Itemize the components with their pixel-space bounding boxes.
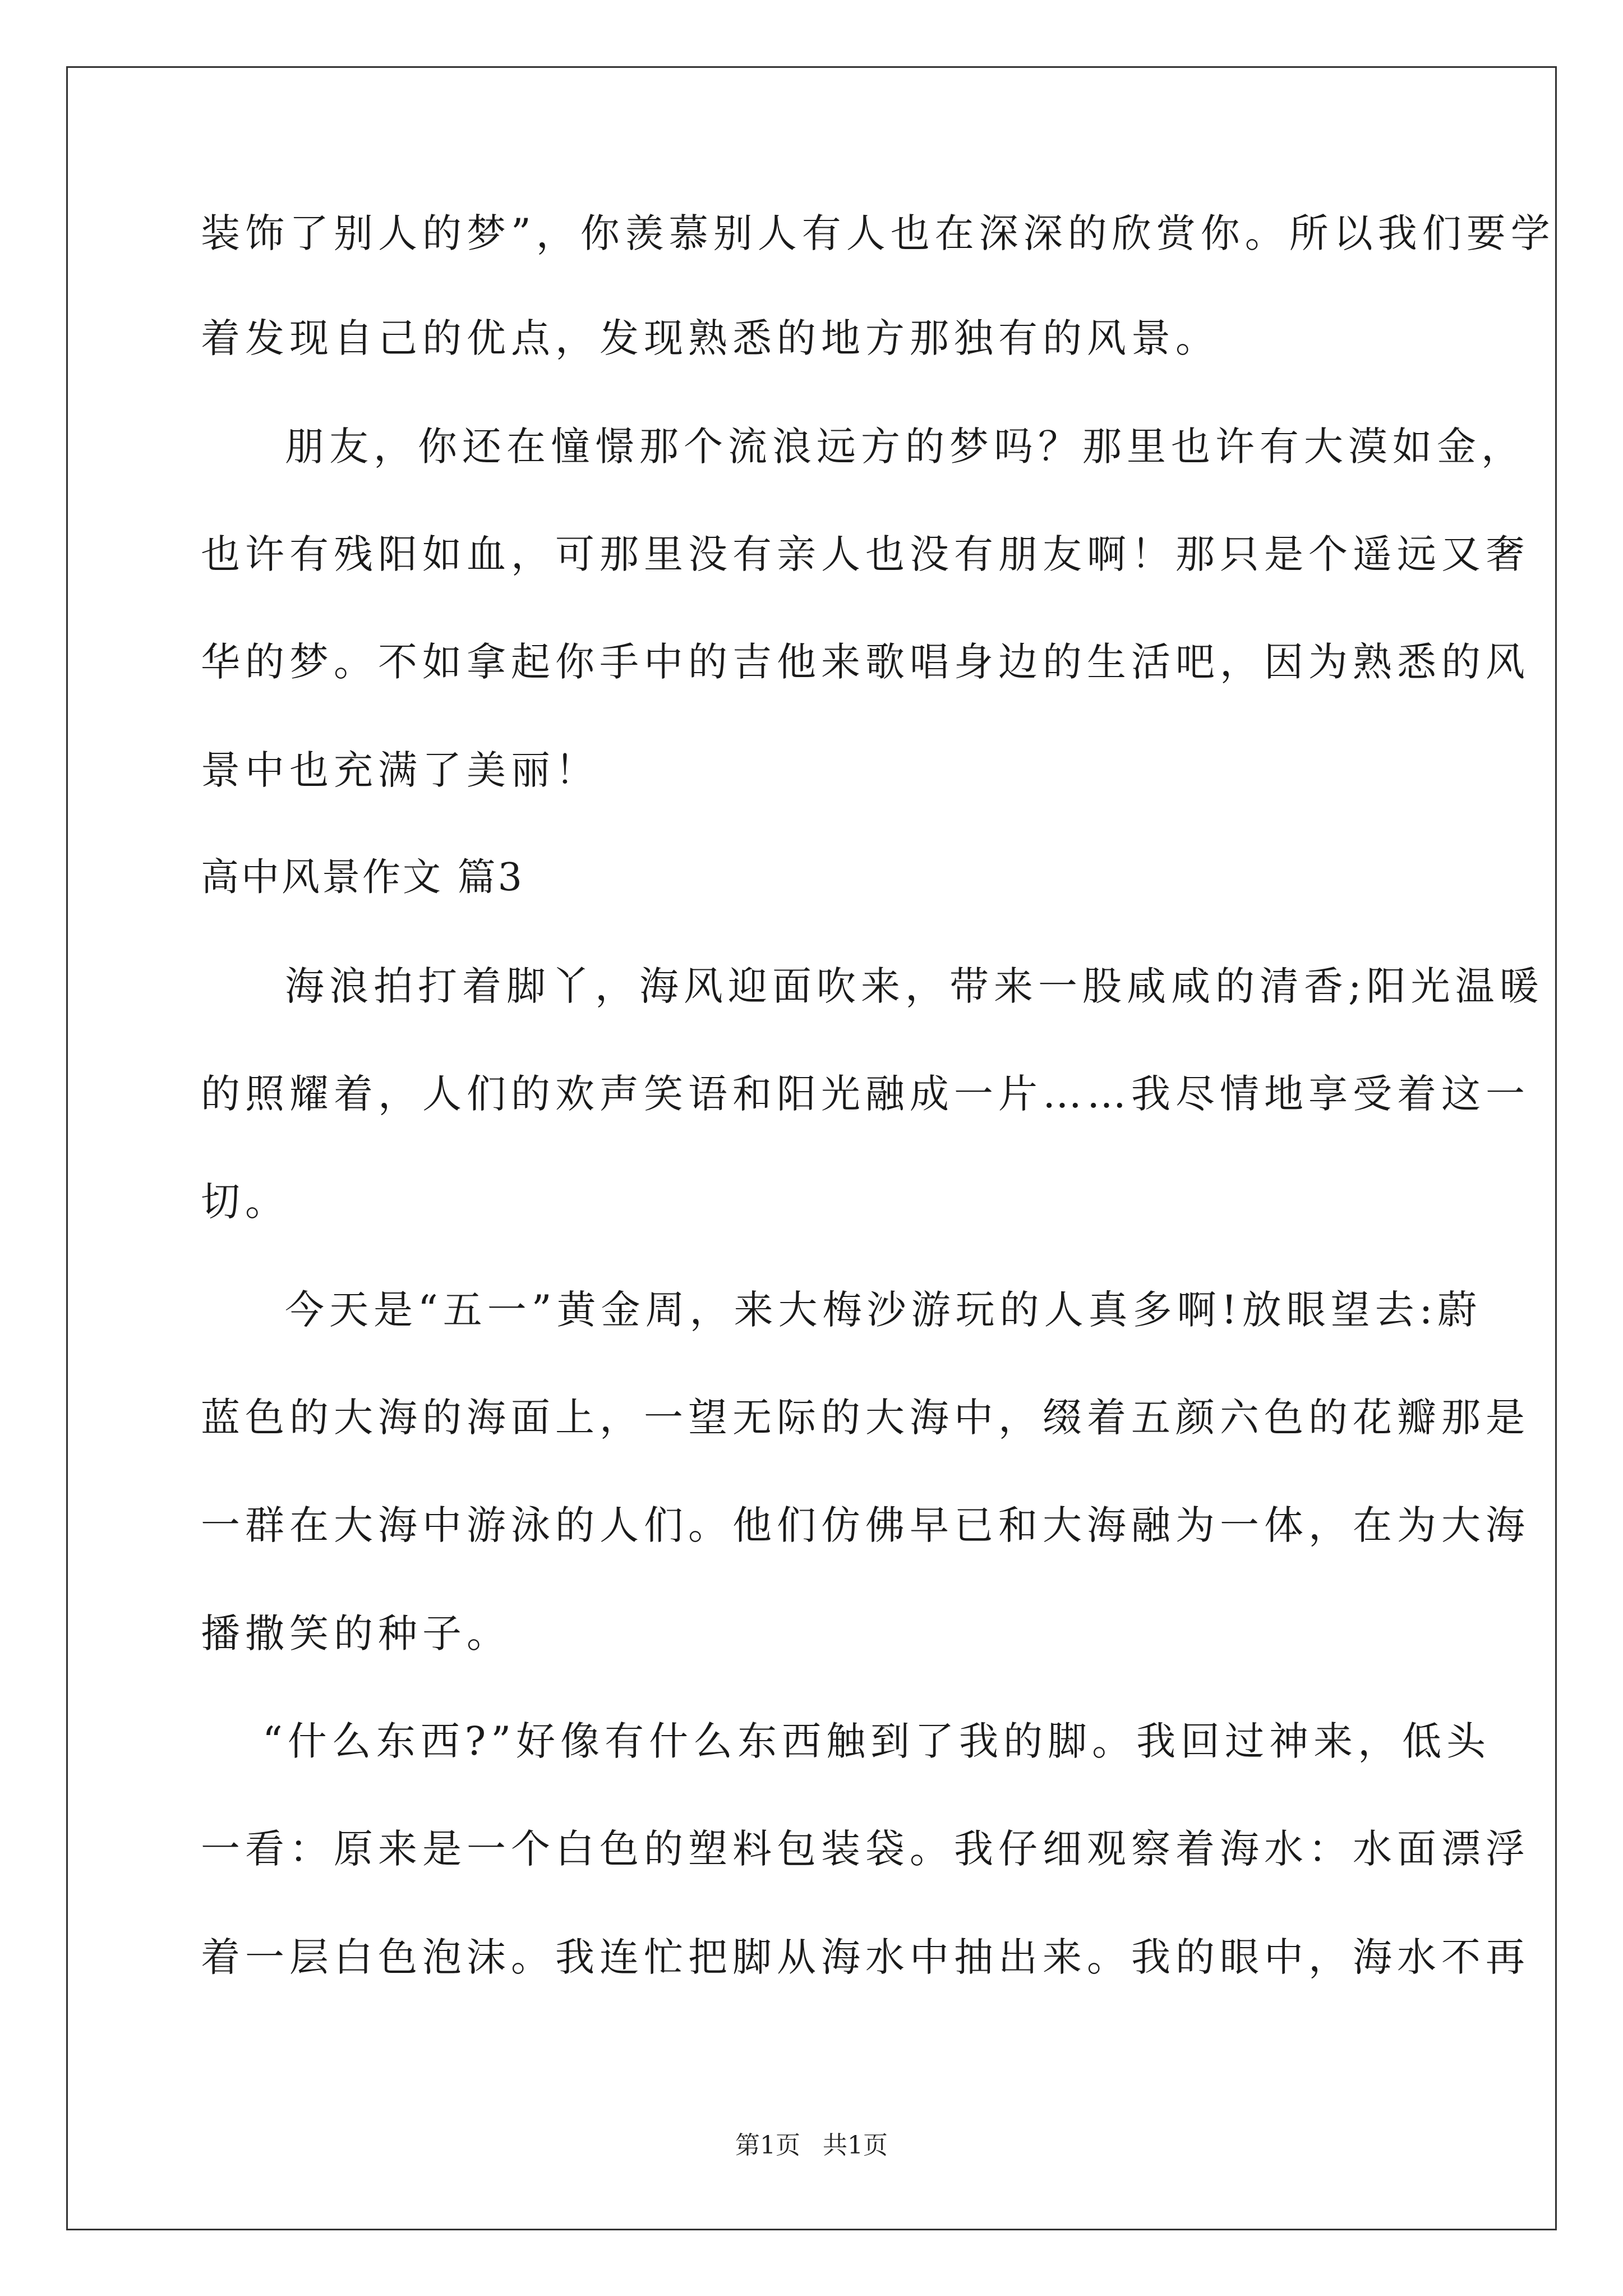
paragraph-line: “什么东西?”好像有什么东西触到了我的脚。我回过神来，低头: [262, 1718, 1491, 1764]
paragraph-line: 海浪拍打着脚丫，海风迎面吹来，带来一股咸咸的清香;阳光温暖: [285, 963, 1544, 1009]
paragraph-line: 着一层白色泡沫。我连忙把脚从海水中抽出来。我的眼中，海水不再: [201, 1934, 1530, 1980]
paragraph-line: 朋友，你还在憧憬那个流浪远方的梦吗？那里也许有大漠如金，: [285, 424, 1525, 470]
section-heading: 高中风景作文 篇3: [201, 855, 524, 900]
page-footer: [0, 2129, 1623, 2162]
page-number: 第1页: [735, 2131, 800, 2160]
page-total: 共1页: [823, 2131, 888, 2160]
paragraph-line: 一看：原来是一个白色的塑料包装袋。我仔细观察着海水：水面漂浮: [201, 1826, 1530, 1872]
paragraph-line: 今天是“五一”黄金周，来大梅沙游玩的人真多啊!放眼望去:蔚: [285, 1287, 1482, 1333]
paragraph-line: 装饰了别人的梦”，你羡慕别人有人也在深深的欣赏你。所以我们要学: [201, 210, 1555, 256]
page-frame: [66, 66, 1557, 2230]
paragraph-line: 着发现自己的优点，发现熟悉的地方那独有的风景。: [201, 315, 1220, 361]
paragraph-line: 也许有残阳如血，可那里没有亲人也没有朋友啊！那只是个遥远又奢: [201, 531, 1530, 577]
paragraph-line: 的照耀着，人们的欢声笑语和阳光融成一片……我尽情地享受着这一: [201, 1071, 1530, 1117]
paragraph-line: 景中也充满了美丽！: [201, 747, 600, 793]
paragraph-line: 播撒笑的种子。: [201, 1611, 511, 1657]
paragraph-line: 一群在大海中游泳的人们。他们仿佛早已和大海融为一体，在为大海: [201, 1502, 1530, 1548]
paragraph-line: 蓝色的大海的海面上，一望无际的大海中，缀着五颜六色的花瓣那是: [201, 1395, 1530, 1441]
paragraph-line: 华的梦。不如拿起你手中的吉他来歌唱身边的生活吧，因为熟悉的风: [201, 639, 1530, 685]
paragraph-line: 切。: [201, 1179, 289, 1225]
